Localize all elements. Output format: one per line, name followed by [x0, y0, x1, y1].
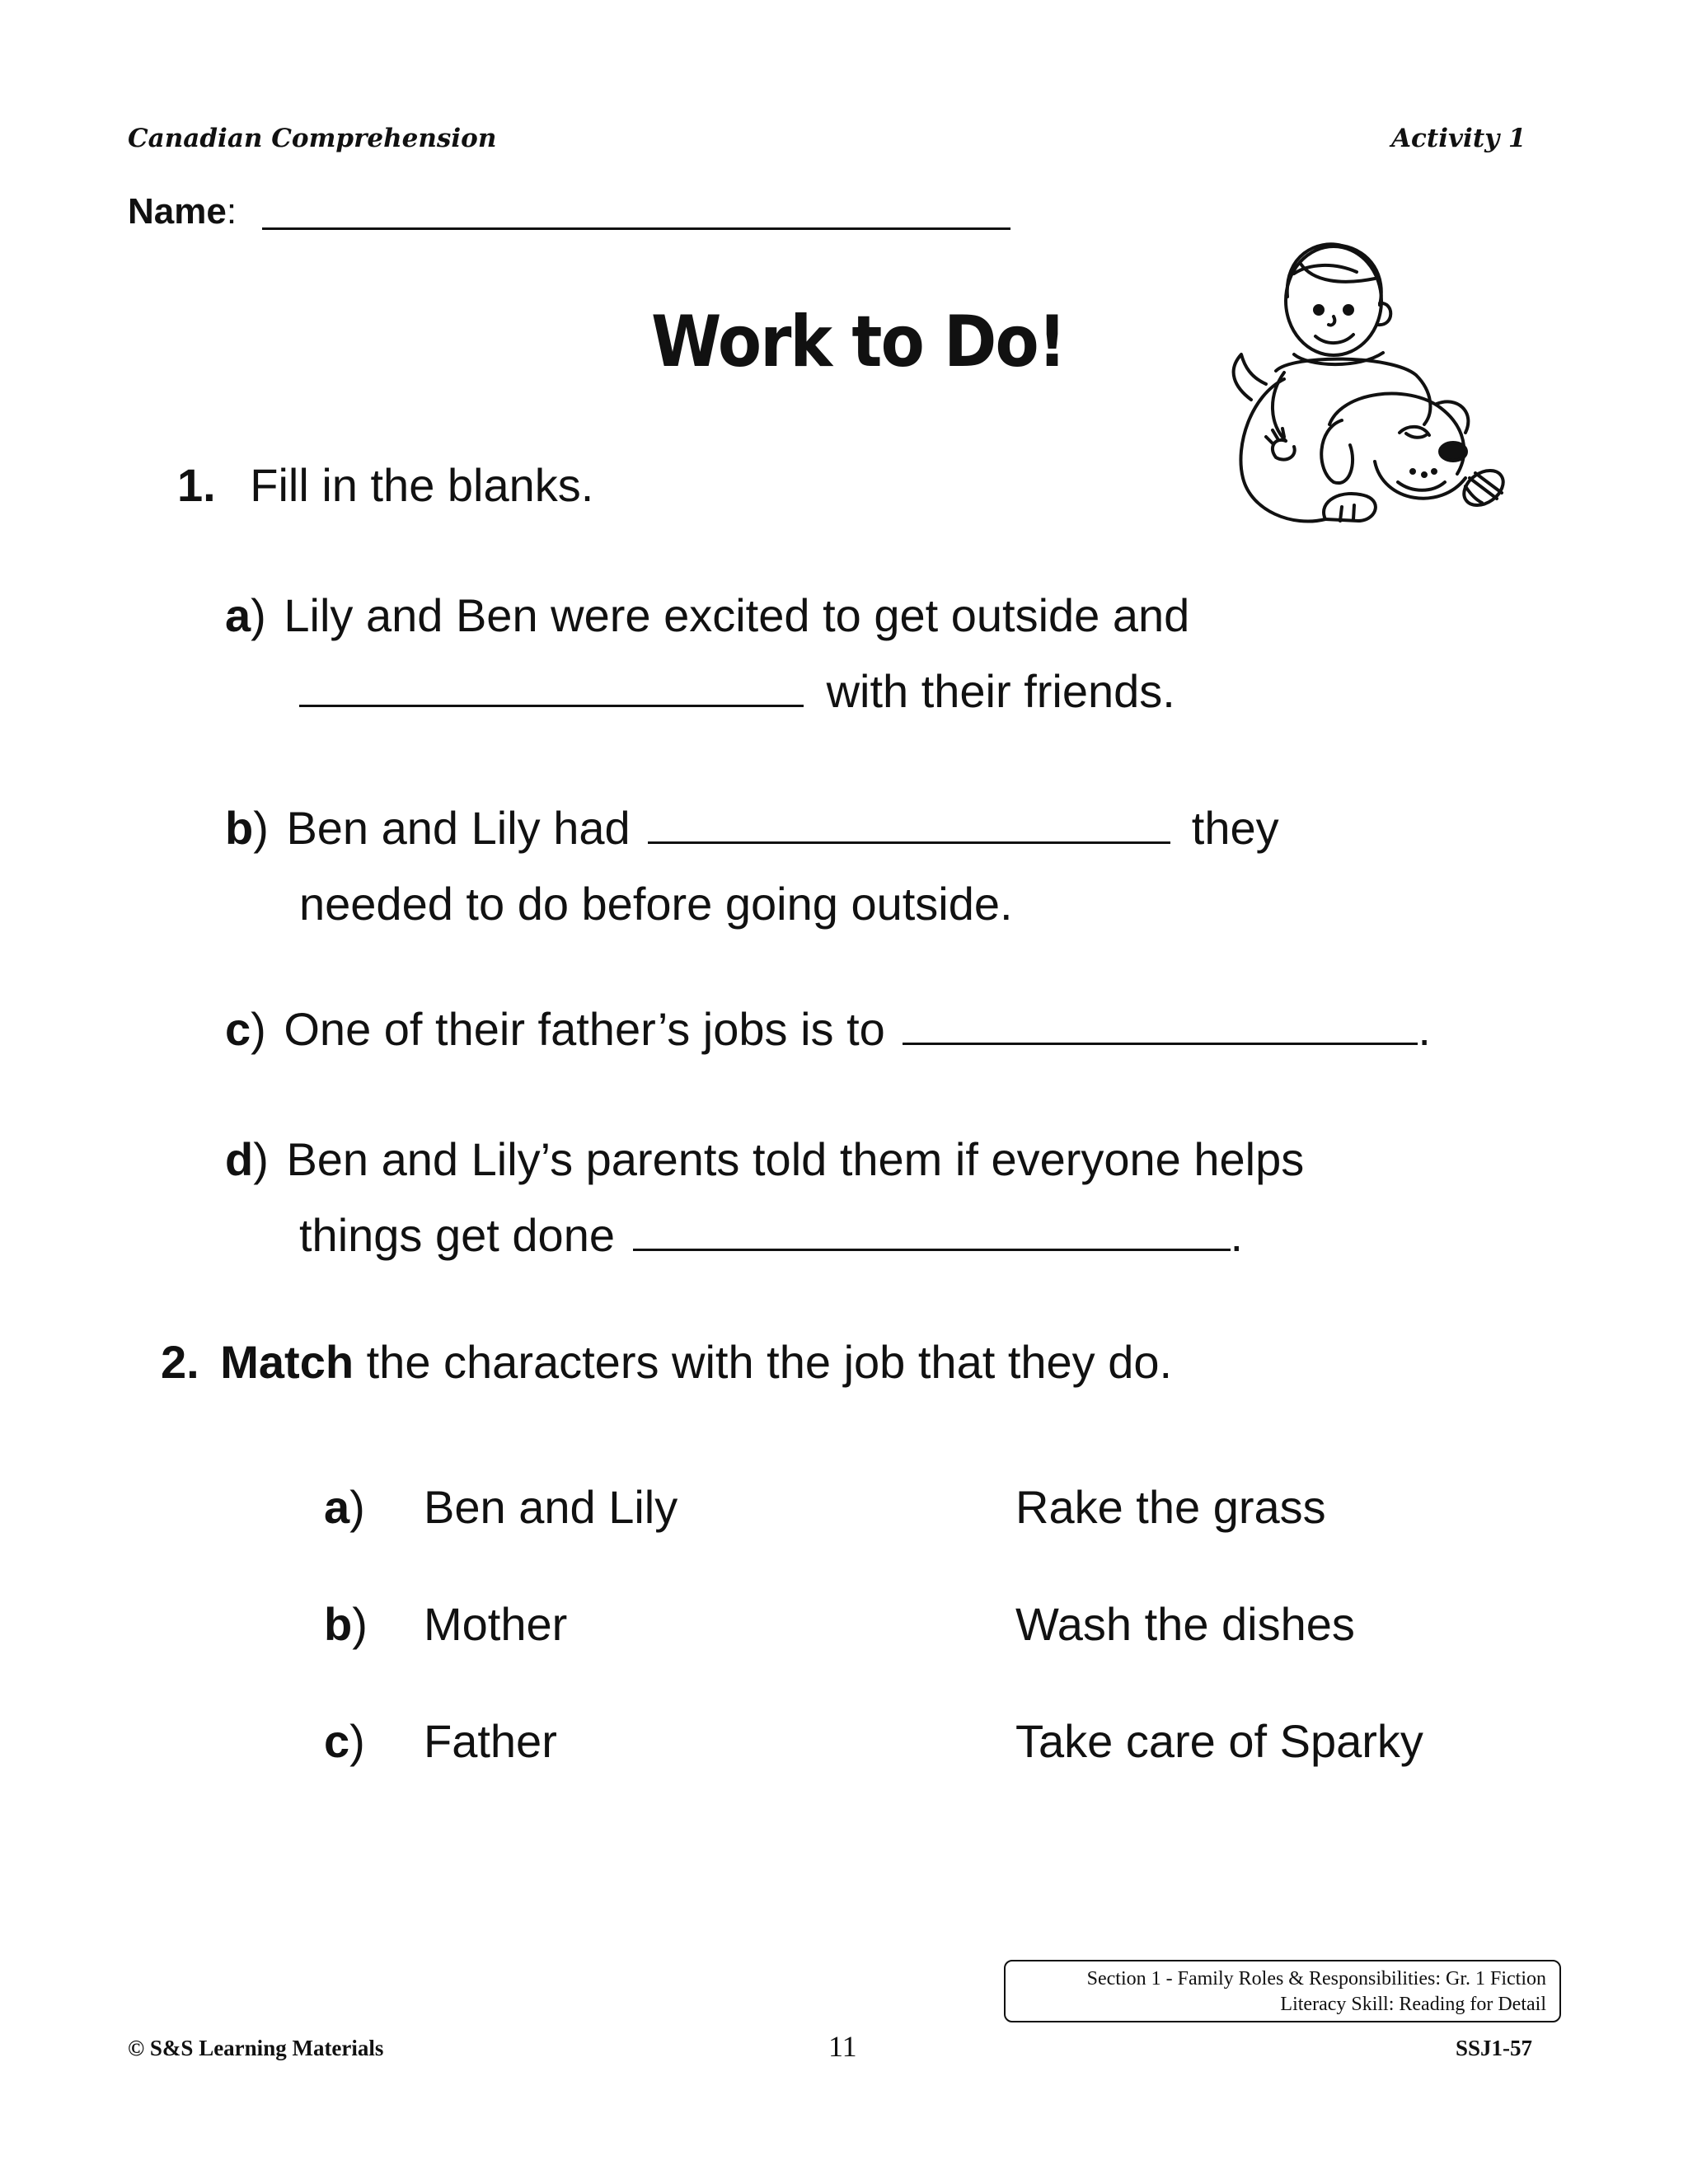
q1-item-a-line1: a) Lily and Ben were excited to get outside and — [225, 589, 1190, 641]
name-label: Name — [128, 191, 227, 232]
match-character-b[interactable]: Mother — [424, 1598, 568, 1650]
question-1 — [177, 458, 593, 512]
question-2-bold: Match — [220, 1336, 354, 1388]
page-number: 11 — [828, 2030, 857, 2063]
header-right: Activity 1 — [1391, 124, 1526, 153]
item-text: with their friends. — [826, 665, 1175, 717]
fill-blank-d[interactable] — [633, 1211, 1231, 1251]
match-job-c[interactable]: Take care of Sparky — [1015, 1715, 1423, 1767]
match-row-a: a) — [324, 1481, 365, 1533]
question-2-instruction: the characters with the job that they do. — [366, 1336, 1173, 1388]
name-colon: : — [226, 191, 237, 232]
question-2-number: 2. — [161, 1336, 199, 1388]
item-letter: a — [324, 1481, 350, 1533]
q1-item-d-line1: d) Ben and Lily’s parents told them if everyone helps — [225, 1133, 1305, 1185]
item-text: One of their father’s jobs is to — [284, 1003, 885, 1055]
item-letter: d — [225, 1133, 254, 1185]
item-letter: a — [225, 589, 251, 641]
q1-item-c: c) One of their father’s jobs is to . — [225, 1003, 1431, 1055]
skill-line: Literacy Skill: Reading for Detail — [1280, 1994, 1546, 2015]
item-letter: c — [324, 1715, 350, 1767]
q1-item-d-line2: things get done . — [299, 1209, 1244, 1261]
fill-blank-c[interactable] — [903, 1005, 1418, 1045]
item-text: things get done — [299, 1209, 615, 1261]
item-letter: b — [225, 802, 254, 854]
name-blank[interactable] — [262, 227, 1010, 230]
section-info-box — [1004, 1960, 1561, 2022]
document-code: SSJ1-57 — [1456, 2036, 1533, 2060]
question-2 — [161, 1335, 1172, 1389]
item-text: Ben and Lily had — [286, 802, 631, 854]
item-text: Lily and Ben were excited to get outside and — [284, 589, 1190, 641]
match-job-b[interactable]: Wash the dishes — [1015, 1598, 1355, 1650]
q1-item-b-line2: needed to do before going outside. — [299, 878, 1013, 930]
match-row-b: b) — [324, 1598, 368, 1650]
page-title: Work to Do! — [651, 301, 1066, 383]
q1-item-a-line2 — [299, 664, 1175, 718]
item-text: they — [1191, 802, 1279, 854]
item-text: Ben and Lily’s parents told them if everyone helps — [286, 1133, 1305, 1185]
fill-blank-b[interactable] — [648, 804, 1170, 844]
item-letter: b — [324, 1598, 353, 1650]
fill-blank-a[interactable] — [299, 667, 804, 707]
boy-dog-illustration — [1218, 231, 1515, 544]
copyright: © S&S Learning Materials — [128, 2036, 384, 2060]
match-job-a[interactable]: Rake the grass — [1015, 1481, 1326, 1533]
item-letter: c — [225, 1003, 251, 1055]
match-character-a[interactable]: Ben and Lily — [424, 1481, 678, 1533]
match-row-c: c) — [324, 1715, 365, 1767]
name-field — [128, 191, 237, 232]
header-left: Canadian Comprehension — [128, 124, 497, 153]
section-line: Section 1 - Family Roles & Responsibilities: Gr. 1 Fiction — [1086, 1968, 1546, 1990]
question-1-instruction: Fill in the blanks. — [250, 459, 594, 511]
question-1-number: 1. — [177, 459, 216, 511]
q1-item-b-line1: b) Ben and Lily had they — [225, 802, 1279, 854]
match-character-c[interactable]: Father — [424, 1715, 557, 1767]
